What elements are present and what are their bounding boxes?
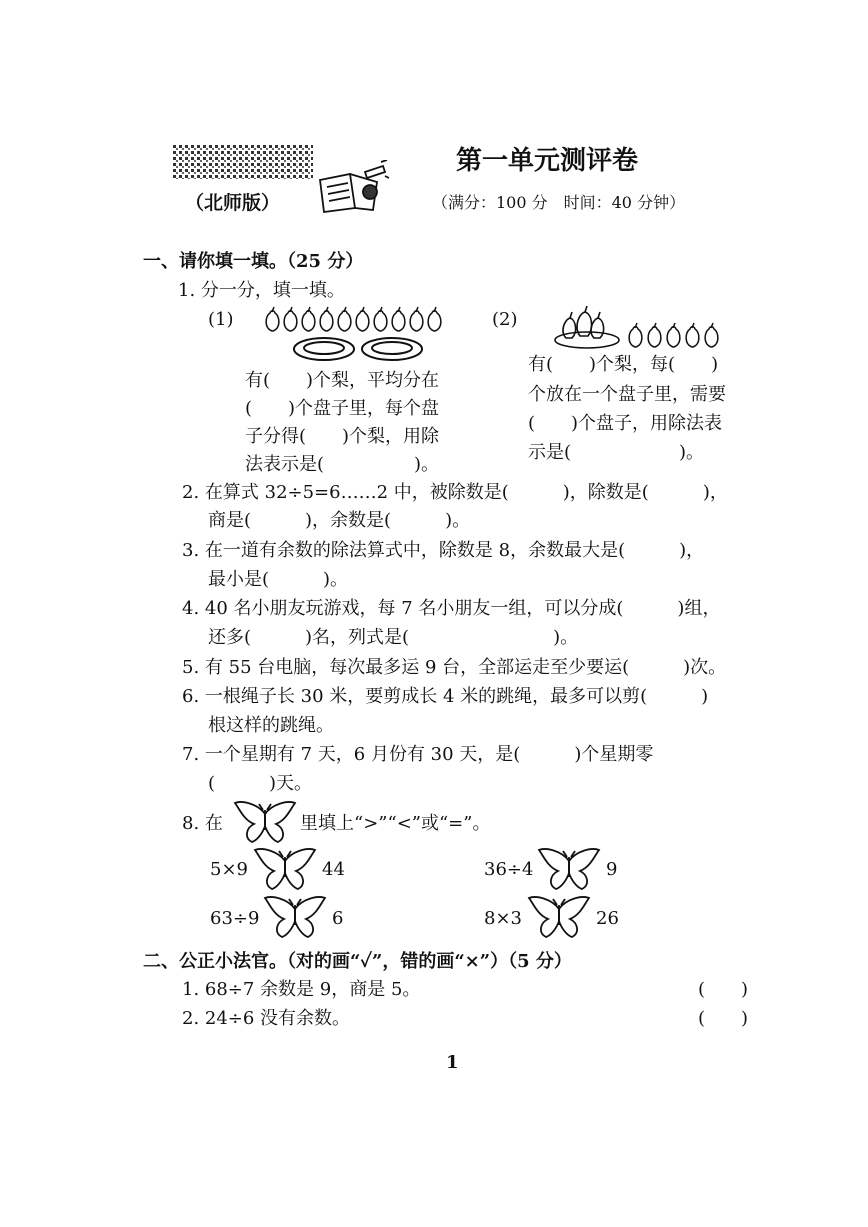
butterfly-icon: [262, 895, 328, 939]
page-title: 第一单元测评卷: [456, 146, 639, 176]
pear-plate-icon: [552, 306, 622, 350]
pear-icon: [648, 323, 661, 347]
q1-part2-line4: 示是( )。: [528, 442, 705, 463]
pear-icon: [284, 307, 297, 331]
pear-icon: [705, 323, 718, 347]
q1-part2-line2: 个放在一个盘子里，需要: [528, 384, 726, 405]
q1-part2-label: (2): [492, 309, 518, 330]
pear-row-2: [625, 322, 725, 348]
section-1-heading: 一、请你填一填。（25 分）: [143, 251, 364, 272]
patterned-badge-icon: [173, 145, 313, 179]
pear-icon: [266, 307, 279, 331]
s2-item1-paren: ( ): [698, 979, 749, 1000]
q2-line1: 2. 在算式 32÷5=6……2 中，被除数是( )，除数是( )，: [182, 482, 728, 503]
q8-suffix: 里填上“>”“<”或“=”。: [300, 813, 491, 834]
q7-line1: 7. 一个星期有 7 天，6 月份有 30 天，是( )个星期零: [182, 744, 654, 765]
q1-part1-line4: 法表示是( )。: [245, 454, 440, 475]
pear-icon: [410, 307, 423, 331]
pear-icon: [629, 323, 642, 347]
q1-part1-line2: ( )个盘子里，每个盘: [245, 398, 440, 419]
exam-meta: （满分：100 分 时间：40 分钟）: [432, 193, 686, 212]
pear-icon: [667, 323, 680, 347]
q7-line2: ( )天。: [208, 773, 313, 794]
q1-part2-line1: 有( )个梨，每( ): [528, 354, 719, 375]
pear-icon: [320, 307, 333, 331]
pear-icon: [356, 307, 369, 331]
q6-line1: 6. 一根绳子长 30 米，要剪成长 4 米的跳绳，最多可以剪( ): [182, 686, 709, 707]
q1-part1-line3: 子分得( )个梨，用除: [245, 426, 440, 447]
q8-prefix: 8. 在: [182, 813, 223, 834]
pear-icon: [392, 307, 405, 331]
q3-line1: 3. 在一道有余数的除法算式中，除数是 8，余数最大是( )，: [182, 540, 705, 561]
pear-icon: [428, 307, 441, 331]
pear-icon: [686, 323, 699, 347]
s2-item2-text: 2. 24÷6 没有余数。: [182, 1008, 351, 1029]
plate-icon: [292, 336, 432, 364]
q1-stem: 1. 分一分，填一填。: [178, 280, 345, 301]
q8-item1-right: 44: [322, 859, 345, 880]
page-number: 1: [446, 1052, 459, 1073]
q8-item3-right: 6: [332, 908, 344, 929]
q1-part1-line1: 有( )个梨，平均分在: [245, 370, 440, 391]
q8-item2-right: 9: [606, 859, 618, 880]
q4-line2: 还多( )名，列式是( )。: [208, 627, 579, 648]
q8-item2-left: 36÷4: [484, 859, 534, 880]
pear-icon: [374, 307, 387, 331]
q8-item1-left: 5×9: [210, 859, 248, 880]
q8-item4-left: 8×3: [484, 908, 522, 929]
section-2-heading: 二、公正小法官。（对的画“✓”，错的画“×”）（5 分）: [143, 951, 572, 972]
butterfly-icon: [526, 895, 592, 939]
pear-row-1: [262, 306, 452, 334]
s2-item1-text: 1. 68÷7 余数是 9，商是 5。: [182, 979, 421, 1000]
s2-item2-paren: ( ): [698, 1008, 749, 1029]
q8-item4-right: 26: [596, 908, 619, 929]
q2-line2: 商是( )，余数是( )。: [208, 510, 471, 531]
q1-part2-line3: ( )个盘子，用除法表: [528, 413, 723, 434]
butterfly-icon: [252, 847, 318, 891]
q3-line2: 最小是( )。: [208, 569, 349, 590]
butterfly-icon: [232, 800, 298, 844]
butterfly-icon: [536, 847, 602, 891]
q1-part1-label: (1): [208, 309, 234, 330]
q8-item3-left: 63÷9: [210, 908, 260, 929]
q5-line1: 5. 有 55 台电脑，每次最多运 9 台，全部运走至少要运( )次。: [182, 657, 727, 678]
q4-line1: 4. 40 名小朋友玩游戏，每 7 名小朋友一组，可以分成( )组，: [182, 598, 721, 619]
edition-label: （北师版）: [185, 192, 281, 214]
book-pen-icon: [315, 160, 390, 215]
pear-icon: [338, 307, 351, 331]
pear-icon: [302, 307, 315, 331]
q6-line2: 根这样的跳绳。: [208, 715, 334, 736]
